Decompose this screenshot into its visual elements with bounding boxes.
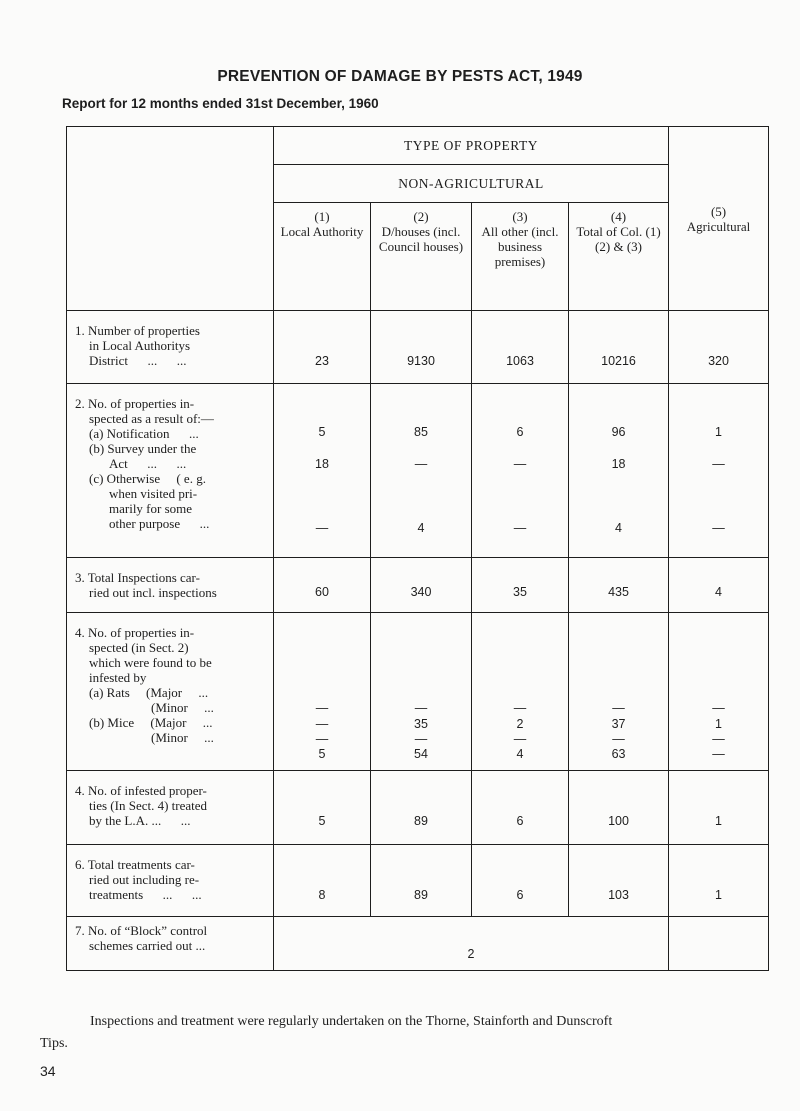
row1-label: 1. Number of properties in Local Authoritys District ... ... xyxy=(67,311,274,384)
row1-col3: 1063 xyxy=(472,311,569,384)
row1-col1: 23 xyxy=(274,311,371,384)
page-number: 34 xyxy=(40,1063,56,1079)
col4-header: (4) Total of Col. (1) (2) & (3) xyxy=(569,203,669,311)
col3-header: (3) All other (incl. business premises) xyxy=(472,203,569,311)
row6-col3: 6 xyxy=(472,845,569,917)
col2-header: (2) D/houses (incl. Council houses) xyxy=(371,203,472,311)
row3-col4: 435 xyxy=(569,558,669,613)
footnote-line1: Inspections and treatment were regularly undertaken on the Thorne, Stainforth and Dunscroft xyxy=(90,1014,613,1029)
row2-col5: 1 — — xyxy=(669,384,769,558)
row5-col3: 6 xyxy=(472,771,569,845)
row6-label: 6. Total treatments car- ried out including re- treatments ... ... xyxy=(67,845,274,917)
row2-col2: 85 — 4 xyxy=(371,384,472,558)
row2-col3: 6 — — xyxy=(472,384,569,558)
row4-col3: — 2 — 4 xyxy=(472,613,569,771)
report-subtitle: Report for 12 months ended 31st December, 1960 xyxy=(62,96,379,111)
row2-col4: 96 18 4 xyxy=(569,384,669,558)
row3-label: 3. Total Inspections car- ried out incl. inspections xyxy=(67,558,274,613)
col1-header: (1) Local Authority xyxy=(274,203,371,311)
row4-col4: — 37 — 63 xyxy=(569,613,669,771)
row5-col2: 89 xyxy=(371,771,472,845)
row5-col5: 1 xyxy=(669,771,769,845)
pests-report-table xyxy=(66,126,769,971)
col5-header: (5) Agricultural xyxy=(669,127,769,311)
row3-col5: 4 xyxy=(669,558,769,613)
type-of-property-header: TYPE OF PROPERTY xyxy=(274,127,669,165)
row7-col5 xyxy=(669,917,769,971)
row3-col1: 60 xyxy=(274,558,371,613)
row4-col2: — 35 — 54 xyxy=(371,613,472,771)
row5-col1: 5 xyxy=(274,771,371,845)
page-title: PREVENTION OF DAMAGE BY PESTS ACT, 1949 xyxy=(217,68,583,85)
row3-col2: 340 xyxy=(371,558,472,613)
row6-col1: 8 xyxy=(274,845,371,917)
row4-label: 4. No. of properties in- spected (in Sect. 2) which were found to be infested by (a) Rats (Major ... (Minor ... (b) Mice (Major ... (Minor ... xyxy=(67,613,274,771)
row6-col5: 1 xyxy=(669,845,769,917)
row1-col4: 10216 xyxy=(569,311,669,384)
row2-label: 2. No. of properties in- spected as a result of:— (a) Notification ... (b) Survey under the Act ... ... (c) Otherwise ( e. g. when visited pri- marily for some other purpose ... xyxy=(67,384,274,558)
row5-label: 4. No. of infested proper- ties (In Sect. 4) treated by the L.A. ... ... xyxy=(67,771,274,845)
row4-col5: — 1 — — xyxy=(669,613,769,771)
row2-col1: 5 18 — xyxy=(274,384,371,558)
row6-col2: 89 xyxy=(371,845,472,917)
row1-col5: 320 xyxy=(669,311,769,384)
row4-col1: — — — 5 xyxy=(274,613,371,771)
header-corner-cell xyxy=(67,127,274,311)
row7-label: 7. No. of “Block” control schemes carried out ... xyxy=(67,917,274,971)
row5-col4: 100 xyxy=(569,771,669,845)
non-agricultural-header: NON-AGRICULTURAL xyxy=(274,165,669,203)
row7-value-cell: 2 xyxy=(274,917,669,971)
row6-col4: 103 xyxy=(569,845,669,917)
row1-col2: 9130 xyxy=(371,311,472,384)
footnote-line2: Tips. xyxy=(40,1036,68,1051)
row3-col3: 35 xyxy=(472,558,569,613)
